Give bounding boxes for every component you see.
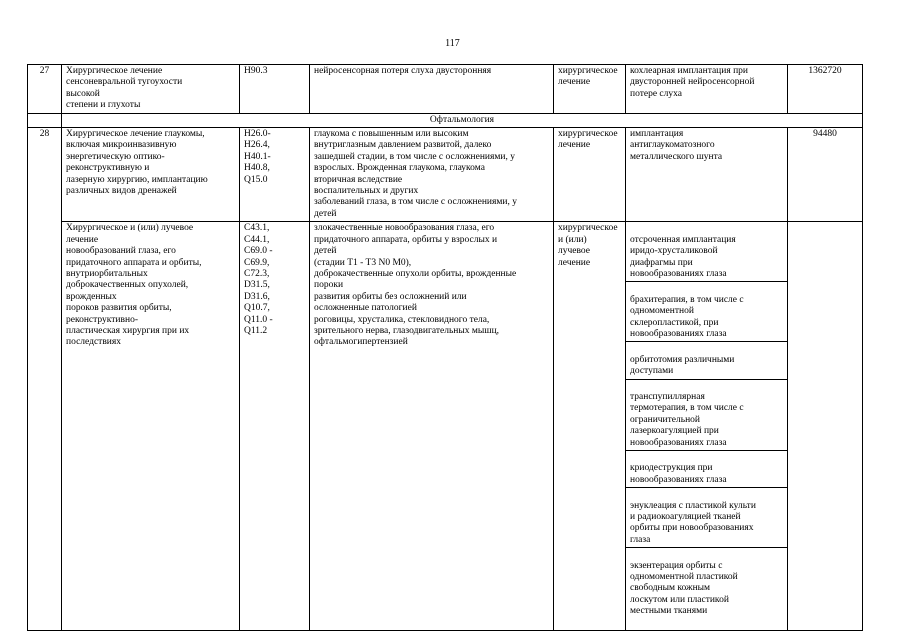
treatment-method: энуклеация с пластикой культи и радиокоагуляцией тканей орбиты при новообразованиях глаза <box>626 500 787 549</box>
treatment-method: транспупиллярная термотерапия, в том числе с ограничительной лазеркоагуляцией при новообразованиях глаза <box>626 391 787 451</box>
treatment-type: хирургическое и (или) лучевое лечение <box>554 222 626 631</box>
icd-codes: H26.0- H26.4, H40.1- H40.8, Q15.0 <box>240 128 310 222</box>
medical-care-table <box>27 64 863 631</box>
treatment-method: брахитерапия, в том числе с одномоментной склеропластикой, при новообразованиях глаза <box>626 294 787 343</box>
treatment-method: орбитотомия различными доступами <box>626 354 787 380</box>
cost-value: 1362720 <box>788 65 863 114</box>
treatment-type: хирургическое лечение <box>554 128 626 222</box>
treatment-type: хирургическое лечение <box>554 65 626 114</box>
treatment-method: имплантация антиглаукоматозного металлического шунта <box>626 128 788 222</box>
patient-model: злокачественные новообразования глаза, его придаточного аппарата, орбиты у взрослых и детей (стадии T1 - T3 N0 M0), доброкачественные опухоли орбиты, врожденные пороки развития орбиты без осложнений или осложненные патологией роговицы, хрусталика, стекловидного тела, зрительного нерва, глазодвигательных мышц, офтальмогипертензией <box>310 222 554 631</box>
section-empty-cell <box>28 113 62 127</box>
treatment-method: экзентерация орбиты с одномоментной пластикой свободным кожным лоскутом или пластикой местными тканями <box>630 560 738 617</box>
table-row <box>28 222 863 631</box>
treatment-method: кохлеарная имплантация при двусторонней нейросенсорной потере слуха <box>626 65 788 114</box>
treatment-methods-list <box>626 222 788 631</box>
patient-model: нейросенсорная потеря слуха двусторонняя <box>310 65 554 114</box>
row-number: 27 <box>28 65 62 114</box>
table-row <box>28 128 863 222</box>
care-type-name: Хирургическое и (или) лучевое лечение новообразований глаза, его придаточного аппарата и орбиты, внутриорбитальных доброкачественных опухолей, врожденных пороков развития орбиты, реконструктивно- пластическая хирургия при их последствиях <box>62 222 240 631</box>
icd-codes: C43.1, C44.1, C69.0 - C69.9, C72.3, D31.5, D31.6, Q10.7, Q11.0 - Q11.2 <box>240 222 310 631</box>
section-row <box>28 113 863 127</box>
care-type-name: Хирургическое лечение глаукомы, включая микроинвазивную энергетическую оптико- реконструктивную и лазерную хирургию, имплантацию различных видов дренажей <box>62 128 240 222</box>
cost-empty-cell <box>788 222 863 631</box>
section-title: Офтальмология <box>62 113 863 127</box>
care-type-name: Хирургическое лечение сенсоневральной тугоухости высокой степени и глухоты <box>62 65 240 114</box>
patient-model: глаукома с повышенным или высоким внутриглазным давлением развитой, далеко зашедшей стадии, в том числе с осложнениями, у взрослых. Врожденная глаукома, глаукома вторичная вследствие воспалительных и других заболеваний глаза, в том числе с осложнениями, у детей <box>310 128 554 222</box>
table-row <box>28 65 863 114</box>
row-number: 28 <box>28 128 62 631</box>
page-number: 117 <box>445 38 460 49</box>
icd-codes: H90.3 <box>240 65 310 114</box>
treatment-method: отсроченная имплантация иридо-хрусталиковой диафрагмы при новообразованиях глаза <box>626 234 787 283</box>
cost-value: 94480 <box>788 128 863 222</box>
treatment-method: криодеструкция при новообразованиях глаза <box>626 462 787 488</box>
